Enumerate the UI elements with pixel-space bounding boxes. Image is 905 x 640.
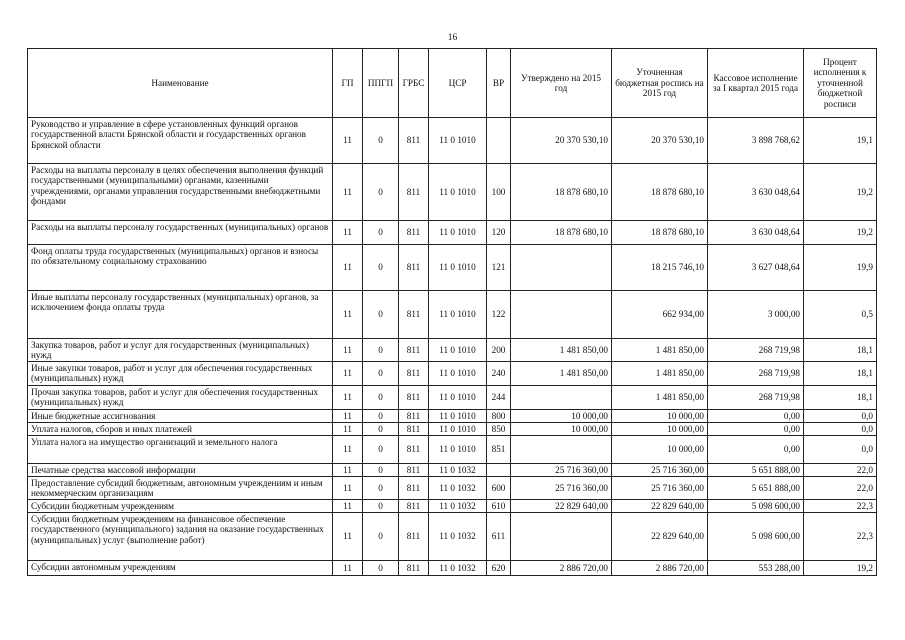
cell-percent: 22,0	[804, 463, 877, 476]
cell-csr: 11 0 1010	[429, 221, 487, 245]
cell-gp: 11	[333, 512, 363, 560]
header-vr: ВР	[487, 49, 511, 118]
cell-csr: 11 0 1010	[429, 409, 487, 422]
header-row	[28, 49, 877, 118]
table-row	[28, 476, 877, 499]
cell-csr: 11 0 1010	[429, 422, 487, 435]
table-row	[28, 245, 877, 291]
cell-percent: 0,5	[804, 291, 877, 339]
cell-vr: 620	[487, 560, 511, 575]
cell-cash: 268 719,98	[708, 385, 804, 409]
header-gp: ГП	[333, 49, 363, 118]
cell-refined: 22 829 640,00	[612, 499, 708, 512]
cell-gp: 11	[333, 422, 363, 435]
cell-csr: 11 0 1032	[429, 476, 487, 499]
cell-name: Уплата налога на имущество организаций и земельного налога	[28, 435, 333, 463]
table-row	[28, 463, 877, 476]
cell-vr	[487, 463, 511, 476]
cell-percent: 22,0	[804, 476, 877, 499]
cell-grbs: 811	[399, 291, 429, 339]
cell-csr: 11 0 1032	[429, 512, 487, 560]
cell-percent: 0,0	[804, 435, 877, 463]
header-percent: Процент исполнения к уточненной бюджетной росписи	[804, 49, 877, 118]
cell-cash: 5 098 600,00	[708, 499, 804, 512]
cell-vr: 850	[487, 422, 511, 435]
cell-cash: 5 651 888,00	[708, 463, 804, 476]
cell-approved: 18 878 680,10	[511, 164, 612, 221]
cell-name: Иные бюджетные ассигнования	[28, 409, 333, 422]
cell-gp: 11	[333, 463, 363, 476]
cell-name: Субсидии бюджетным учреждениям	[28, 499, 333, 512]
cell-refined: 10 000,00	[612, 435, 708, 463]
cell-gp: 11	[333, 221, 363, 245]
header-ppgp: ППГП	[363, 49, 399, 118]
cell-percent: 19,2	[804, 164, 877, 221]
cell-approved: 18 878 680,10	[511, 221, 612, 245]
cell-refined: 10 000,00	[612, 409, 708, 422]
table-row	[28, 339, 877, 362]
cell-gp: 11	[333, 560, 363, 575]
table-row	[28, 118, 877, 164]
cell-ppgp: 0	[363, 164, 399, 221]
cell-vr: 100	[487, 164, 511, 221]
cell-vr: 600	[487, 476, 511, 499]
cell-ppgp: 0	[363, 512, 399, 560]
cell-cash: 3 000,00	[708, 291, 804, 339]
cell-ppgp: 0	[363, 291, 399, 339]
cell-cash: 3 630 048,64	[708, 164, 804, 221]
cell-csr: 11 0 1010	[429, 435, 487, 463]
cell-gp: 11	[333, 245, 363, 291]
cell-gp: 11	[333, 118, 363, 164]
cell-gp: 11	[333, 164, 363, 221]
cell-percent: 18,1	[804, 339, 877, 362]
cell-vr: 122	[487, 291, 511, 339]
cell-grbs: 811	[399, 499, 429, 512]
cell-percent: 0,0	[804, 409, 877, 422]
cell-approved	[511, 245, 612, 291]
cell-grbs: 811	[399, 221, 429, 245]
cell-grbs: 811	[399, 118, 429, 164]
cell-cash: 268 719,98	[708, 339, 804, 362]
cell-name: Предоставление субсидий бюджетным, автономным учреждениям и иным некоммерческим организациям	[28, 476, 333, 499]
cell-refined: 18 878 680,10	[612, 164, 708, 221]
cell-name: Печатные средства массовой информации	[28, 463, 333, 476]
table-row	[28, 422, 877, 435]
cell-approved: 1 481 850,00	[511, 361, 612, 385]
table-row	[28, 385, 877, 409]
cell-refined: 1 481 850,00	[612, 361, 708, 385]
cell-cash: 3 627 048,64	[708, 245, 804, 291]
cell-ppgp: 0	[363, 409, 399, 422]
cell-name: Расходы на выплаты персоналу в целях обеспечения выполнения функций государственными (муниципальными) органами, казенными учреждениями, органами управления государственными внебюджетными фондами	[28, 164, 333, 221]
cell-grbs: 811	[399, 435, 429, 463]
cell-gp: 11	[333, 476, 363, 499]
cell-name: Фонд оплаты труда государственных (муниципальных) органов и взносы по обязательному социальному страхованию	[28, 245, 333, 291]
table-row	[28, 435, 877, 463]
cell-name: Расходы на выплаты персоналу государственных (муниципальных) органов	[28, 221, 333, 245]
cell-grbs: 811	[399, 385, 429, 409]
header-grbs: ГРБС	[399, 49, 429, 118]
cell-cash: 3 898 768,62	[708, 118, 804, 164]
cell-grbs: 811	[399, 339, 429, 362]
cell-cash: 0,00	[708, 422, 804, 435]
cell-ppgp: 0	[363, 435, 399, 463]
cell-name: Иные закупки товаров, работ и услуг для обеспечения государственных (муниципальных) нужд	[28, 361, 333, 385]
cell-refined: 1 481 850,00	[612, 385, 708, 409]
cell-approved	[511, 435, 612, 463]
cell-grbs: 811	[399, 164, 429, 221]
header-approved: Утверждено на 2015 год	[511, 49, 612, 118]
cell-cash: 268 719,98	[708, 361, 804, 385]
cell-ppgp: 0	[363, 339, 399, 362]
cell-name: Субсидии бюджетным учреждениям на финансовое обеспечение государственного (муниципального) задания на оказание государственных (муниципальных) услуг (выполнение работ)	[28, 512, 333, 560]
cell-vr: 610	[487, 499, 511, 512]
cell-vr: 611	[487, 512, 511, 560]
cell-gp: 11	[333, 435, 363, 463]
cell-name: Закупка товаров, работ и услуг для государственных (муниципальных) нужд	[28, 339, 333, 362]
cell-ppgp: 0	[363, 245, 399, 291]
cell-approved: 25 716 360,00	[511, 476, 612, 499]
cell-name: Уплата налогов, сборов и иных платежей	[28, 422, 333, 435]
cell-vr: 120	[487, 221, 511, 245]
cell-cash: 553 288,00	[708, 560, 804, 575]
cell-ppgp: 0	[363, 560, 399, 575]
cell-percent: 22,3	[804, 512, 877, 560]
table-row	[28, 499, 877, 512]
cell-gp: 11	[333, 499, 363, 512]
cell-ppgp: 0	[363, 385, 399, 409]
cell-gp: 11	[333, 361, 363, 385]
cell-vr: 800	[487, 409, 511, 422]
cell-cash: 0,00	[708, 435, 804, 463]
table-row	[28, 560, 877, 575]
cell-ppgp: 0	[363, 118, 399, 164]
cell-csr: 11 0 1010	[429, 245, 487, 291]
cell-refined: 18 878 680,10	[612, 221, 708, 245]
cell-refined: 662 934,00	[612, 291, 708, 339]
header-cash: Кассовое исполнение за I квартал 2015 года	[708, 49, 804, 118]
cell-csr: 11 0 1010	[429, 118, 487, 164]
cell-approved: 10 000,00	[511, 422, 612, 435]
cell-refined: 25 716 360,00	[612, 463, 708, 476]
cell-csr: 11 0 1010	[429, 385, 487, 409]
header-csr: ЦСР	[429, 49, 487, 118]
cell-ppgp: 0	[363, 499, 399, 512]
cell-csr: 11 0 1010	[429, 291, 487, 339]
cell-gp: 11	[333, 339, 363, 362]
cell-name: Руководство и управление в сфере установленных функций органов государственной власти Брянской области и государственных органов Брянской области	[28, 118, 333, 164]
cell-vr: 244	[487, 385, 511, 409]
cell-vr: 121	[487, 245, 511, 291]
cell-vr: 240	[487, 361, 511, 385]
cell-percent: 18,1	[804, 385, 877, 409]
header-name: Наименование	[28, 49, 333, 118]
cell-cash: 5 651 888,00	[708, 476, 804, 499]
cell-vr: 851	[487, 435, 511, 463]
cell-refined: 22 829 640,00	[612, 512, 708, 560]
cell-refined: 25 716 360,00	[612, 476, 708, 499]
cell-csr: 11 0 1010	[429, 361, 487, 385]
cell-approved: 20 370 530,10	[511, 118, 612, 164]
cell-percent: 19,9	[804, 245, 877, 291]
cell-csr: 11 0 1010	[429, 164, 487, 221]
cell-approved: 1 481 850,00	[511, 339, 612, 362]
table-row	[28, 164, 877, 221]
page-number: 16	[447, 33, 458, 43]
cell-gp: 11	[333, 409, 363, 422]
cell-refined: 2 886 720,00	[612, 560, 708, 575]
cell-percent: 18,1	[804, 361, 877, 385]
cell-approved: 22 829 640,00	[511, 499, 612, 512]
cell-approved: 10 000,00	[511, 409, 612, 422]
cell-grbs: 811	[399, 463, 429, 476]
cell-percent: 22,3	[804, 499, 877, 512]
cell-percent: 19,2	[804, 560, 877, 575]
table-row	[28, 361, 877, 385]
cell-vr	[487, 118, 511, 164]
table-row	[28, 409, 877, 422]
cell-ppgp: 0	[363, 361, 399, 385]
cell-vr: 200	[487, 339, 511, 362]
cell-refined: 1 481 850,00	[612, 339, 708, 362]
cell-grbs: 811	[399, 476, 429, 499]
cell-csr: 11 0 1032	[429, 463, 487, 476]
cell-approved: 25 716 360,00	[511, 463, 612, 476]
cell-grbs: 811	[399, 560, 429, 575]
cell-gp: 11	[333, 291, 363, 339]
cell-refined: 10 000,00	[612, 422, 708, 435]
budget-table	[27, 48, 877, 576]
cell-name: Иные выплаты персоналу государственных (муниципальных) органов, за исключением фонда оплаты труда	[28, 291, 333, 339]
table-row	[28, 221, 877, 245]
cell-approved	[511, 291, 612, 339]
cell-refined: 20 370 530,10	[612, 118, 708, 164]
cell-cash: 3 630 048,64	[708, 221, 804, 245]
cell-name: Субсидии автономным учреждениям	[28, 560, 333, 575]
cell-cash: 5 098 600,00	[708, 512, 804, 560]
table-row	[28, 512, 877, 560]
cell-percent: 0,0	[804, 422, 877, 435]
cell-grbs: 811	[399, 361, 429, 385]
cell-ppgp: 0	[363, 422, 399, 435]
cell-percent: 19,2	[804, 221, 877, 245]
cell-csr: 11 0 1010	[429, 339, 487, 362]
cell-percent: 19,1	[804, 118, 877, 164]
cell-approved	[511, 385, 612, 409]
cell-name: Прочая закупка товаров, работ и услуг для обеспечения государственных (муниципальных) нужд	[28, 385, 333, 409]
table-row	[28, 291, 877, 339]
cell-ppgp: 0	[363, 221, 399, 245]
cell-approved	[511, 512, 612, 560]
header-refined: Уточненная бюджетная роспись на 2015 год	[612, 49, 708, 118]
cell-approved: 2 886 720,00	[511, 560, 612, 575]
cell-csr: 11 0 1032	[429, 560, 487, 575]
cell-cash: 0,00	[708, 409, 804, 422]
cell-refined: 18 215 746,10	[612, 245, 708, 291]
cell-grbs: 811	[399, 409, 429, 422]
cell-grbs: 811	[399, 245, 429, 291]
cell-gp: 11	[333, 385, 363, 409]
cell-csr: 11 0 1032	[429, 499, 487, 512]
cell-grbs: 811	[399, 422, 429, 435]
cell-ppgp: 0	[363, 463, 399, 476]
cell-grbs: 811	[399, 512, 429, 560]
cell-ppgp: 0	[363, 476, 399, 499]
